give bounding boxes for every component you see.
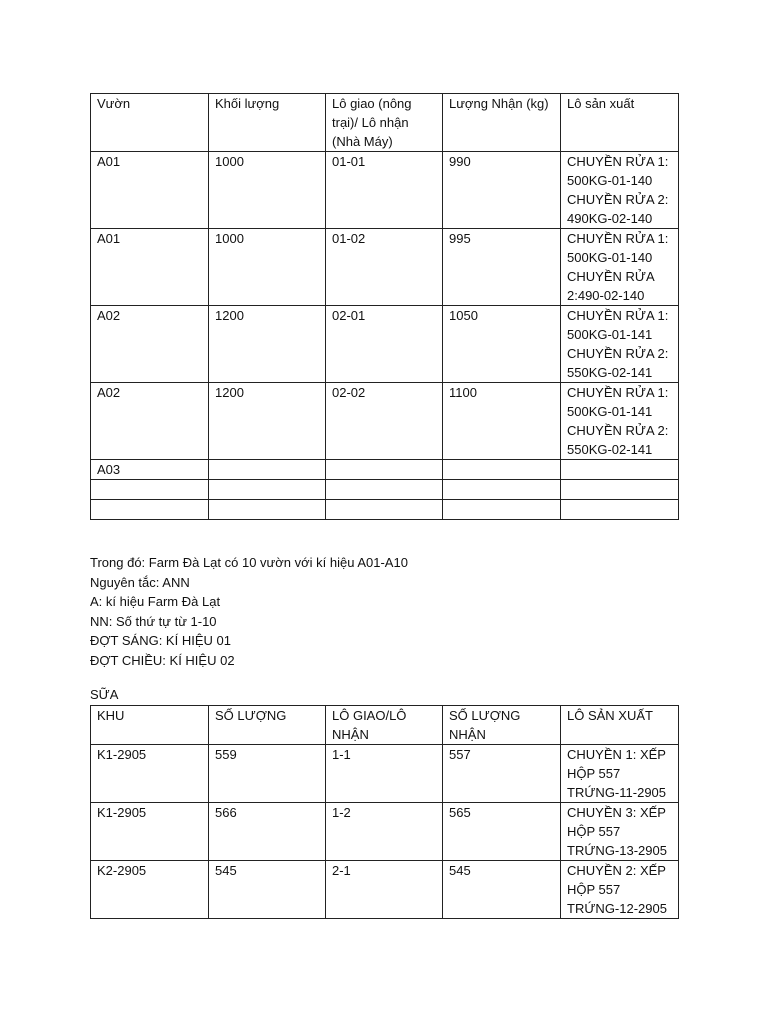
table-cell: CHUYỀN 1: XẾP HỘP 557 TRỨNG-11-2905 [561, 745, 679, 803]
table-cell: 1200 [209, 383, 326, 460]
table-row [91, 480, 679, 500]
header-cell: Vườn [91, 94, 209, 152]
table-cell: A02 [91, 306, 209, 383]
table-cell [443, 460, 561, 480]
table-cell: 559 [209, 745, 326, 803]
note-line: ĐỢT CHIỀU: KÍ HIỆU 02 [90, 652, 235, 668]
table-cell: 1-2 [326, 803, 443, 861]
table-cell: CHUYỀN RỬA 1: 500KG-01-141 CHUYỀN RỬA 2: 550KG-02-141 [561, 306, 679, 383]
table-cell: 1000 [209, 152, 326, 229]
header-cell: Lượng Nhận (kg) [443, 94, 561, 152]
table-cell: CHUYỀN RỬA 1: 500KG-01-141 CHUYỀN RỬA 2: 550KG-02-141 [561, 383, 679, 460]
notes-block [90, 553, 690, 670]
table-cell: CHUYỀN RỬA 1: 500KG-01-140 CHUYỀN RỬA 2: 490KG-02-140 [561, 152, 679, 229]
table-cell [91, 480, 209, 500]
table-cell [561, 480, 679, 500]
table-cell: 01-01 [326, 152, 443, 229]
note-line: A: kí hiệu Farm Đà Lạt [90, 594, 221, 609]
table-cell: 1050 [443, 306, 561, 383]
table-cell [91, 500, 209, 520]
harvest-table [90, 93, 679, 520]
header-cell: Lô giao (nông trại)/ Lô nhận (Nhà Máy) [326, 94, 443, 152]
header-cell: KHU [91, 706, 209, 745]
header-cell: LÔ SẢN XUẤT [561, 706, 679, 745]
table-cell: CHUYỀN 2: XẾP HỘP 557 TRỨNG-12-2905 [561, 861, 679, 919]
table-cell: 990 [443, 152, 561, 229]
table-header-row [91, 94, 679, 152]
table-cell: 1000 [209, 229, 326, 306]
table-cell: 545 [209, 861, 326, 919]
table-cell: K1-2905 [91, 745, 209, 803]
table-cell [326, 480, 443, 500]
note-line: Trong đó: Farm Đà Lạt có 10 vườn với kí hiệu A01-A10 [90, 555, 408, 570]
table-cell: 01-02 [326, 229, 443, 306]
table-row [91, 229, 679, 306]
table-cell [443, 480, 561, 500]
note-line: Nguyên tắc: ANN [90, 574, 190, 590]
header-cell: SỐ LƯỢNG NHẬN [443, 706, 561, 745]
table-cell: CHUYỀN 3: XẾP HỘP 557 TRỨNG-13-2905 [561, 803, 679, 861]
table-header-row [91, 706, 679, 745]
table-cell: A03 [91, 460, 209, 480]
milk-table [90, 705, 679, 919]
table-cell [209, 480, 326, 500]
header-cell: Khối lượng [209, 94, 326, 152]
header-cell: Lô sản xuất [561, 94, 679, 152]
table-row [91, 745, 679, 803]
table-row [91, 803, 679, 861]
table-cell: A01 [91, 229, 209, 306]
note-line: NN: Số thứ tự từ 1-10 [90, 613, 217, 629]
table-cell: 565 [443, 803, 561, 861]
table-row [91, 460, 679, 480]
table-row [91, 500, 679, 520]
table-row [91, 306, 679, 383]
table-cell [561, 460, 679, 480]
table-row [91, 152, 679, 229]
table-cell: 995 [443, 229, 561, 306]
table-cell [443, 500, 561, 520]
table-cell: 557 [443, 745, 561, 803]
table-cell: K1-2905 [91, 803, 209, 861]
table-row [91, 383, 679, 460]
table-cell: 02-02 [326, 383, 443, 460]
table-cell: A02 [91, 383, 209, 460]
table-cell: 1100 [443, 383, 561, 460]
table-cell: 02-01 [326, 306, 443, 383]
table-cell: K2-2905 [91, 861, 209, 919]
header-cell: SỐ LƯỢNG [209, 706, 326, 745]
table-cell [326, 460, 443, 480]
table-cell: 545 [443, 861, 561, 919]
table-cell [209, 500, 326, 520]
table-cell [326, 500, 443, 520]
table-cell: 566 [209, 803, 326, 861]
header-cell: LÔ GIAO/LÔ NHẬN [326, 706, 443, 745]
section-title: SỮA [90, 687, 119, 702]
table-cell [561, 500, 679, 520]
table-cell: CHUYỀN RỬA 1: 500KG-01-140 CHUYỀN RỬA 2:490-02-140 [561, 229, 679, 306]
table-cell: 2-1 [326, 861, 443, 919]
table-cell: 1-1 [326, 745, 443, 803]
table-cell [209, 460, 326, 480]
table-row [91, 861, 679, 919]
table-cell: 1200 [209, 306, 326, 383]
table-cell: A01 [91, 152, 209, 229]
note-line: ĐỢT SÁNG: KÍ HIỆU 01 [90, 633, 231, 648]
